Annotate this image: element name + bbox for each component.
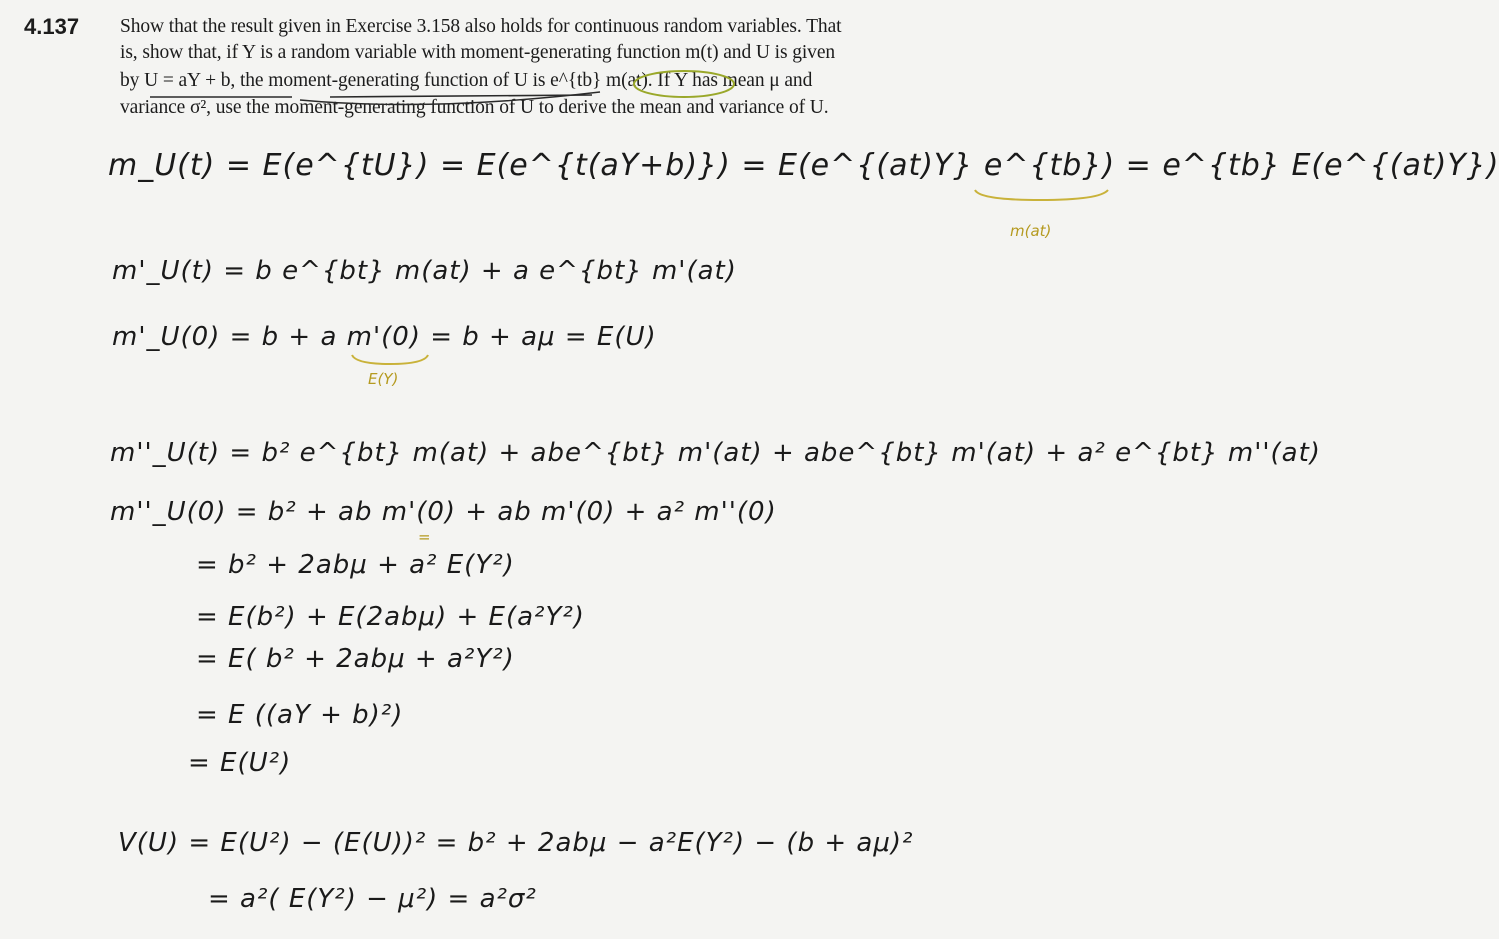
second-derivative: m''_U(t) = b² e^{bt} m(at) + abe^{bt} m'(at) + abe^{bt} m'(at) + a² e^{bt} m''(at) <box>110 438 1321 468</box>
step-2: = E(b²) + E(2abμ) + E(a²Y²) <box>196 602 585 632</box>
problem-text-line-4: variance σ², use the moment-generating function of U to derive the mean and variance of U. <box>120 97 829 118</box>
brace-ey <box>352 355 428 364</box>
mgf-derivation: m_U(t) = E(e^{tU}) = E(e^{t(aY+b)}) = E(e^{(at)Y} e^{tb}) = e^{tb} E(e^{(at)Y}) <box>108 148 1499 183</box>
problem-text-line-2: is, show that, if Y is a random variable with moment-generating function m(t) and U is given <box>120 42 836 63</box>
first-derivative: m'_U(t) = b e^{bt} m(at) + a e^{bt} m'(at) <box>112 256 737 286</box>
variance-final: = a²( E(Y²) − μ²) = a²σ² <box>208 884 537 914</box>
problem-number: 4.137 <box>24 14 80 39</box>
step-1: = b² + 2abμ + a² E(Y²) <box>196 550 515 580</box>
step-4: = E ((aY + b)²) <box>196 700 404 730</box>
second-derivative-at-zero: m''_U(0) = b² + ab m'(0) + ab m'(0) + a² m''(0) <box>110 497 777 527</box>
brace-mgf <box>975 190 1108 200</box>
step-3: = E( b² + 2abμ + a²Y²) <box>196 644 515 674</box>
problem-text-line-3: by U = aY + b, the moment-generating function of U is e^{tb} m(at). If Y has mean μ and <box>120 70 813 91</box>
variance-line: V(U) = E(U²) − (E(U))² = b² + 2abμ − a²E(Y²) − (b + aμ)² <box>118 828 914 858</box>
mgf-note: m(at) <box>1010 222 1052 240</box>
equal-mark: = <box>418 528 431 546</box>
problem-text-line-1: Show that the result given in Exercise 3.158 also holds for continuous random variables. That <box>120 16 842 37</box>
expected-y-note: E(Y) <box>368 370 399 388</box>
first-derivative-at-zero: m'_U(0) = b + a m'(0) = b + aμ = E(U) <box>112 322 657 352</box>
step-5: = E(U²) <box>188 748 292 778</box>
